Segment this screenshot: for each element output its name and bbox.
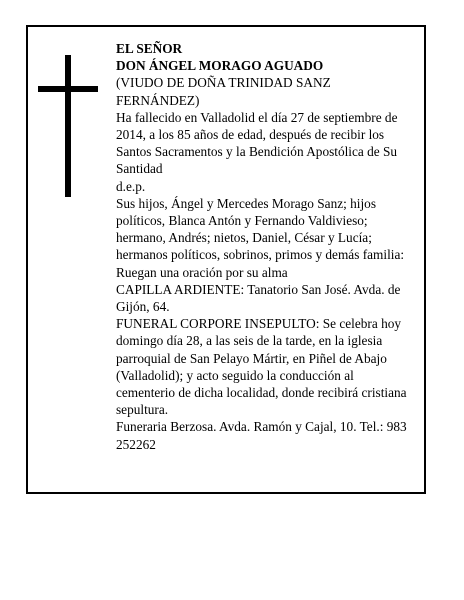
widower-line: (VIUDO DE DOÑA TRINIDAD SANZ FERNÁNDEZ) [116, 75, 331, 108]
obituary-notice [26, 25, 426, 494]
prayer-request: Ruegan una oración por su alma [116, 264, 288, 280]
funeral-info: FUNERAL CORPORE INSEPULTO: Se celebra hoy domingo día 28, a las seis de la tarde, en la iglesia parroquial de San Pelayo Mártir, en Piñel de Abajo (Valladolid); y acto seguido la conducción al cementerio de dicha localidad, donde recibirá cristiana sepultura. [116, 316, 407, 418]
obituary-text [116, 40, 416, 453]
dep-abbreviation: d.e.p. [116, 178, 146, 194]
cross-horizontal-bar [38, 86, 98, 92]
cross-icon [38, 55, 98, 197]
chapel-info: CAPILLA ARDIENTE: Tanatorio San José. Avda. de Gijón, 64. [116, 281, 401, 315]
family-paragraph: Sus hijos, Ángel y Mercedes Morago Sanz; hijos políticos, Blanca Antón y Fernando Valdivieso; hermano, Andrés; nietos, Daniel, César y Lucía; hermanos políticos, sobrinos, primos y demás familia: [116, 195, 405, 263]
funeral-home-info: Funeraria Berzosa. Avda. Ramón y Cajal, 10. Tel.: 983 252262 [116, 419, 407, 452]
cross-vertical-bar [65, 55, 71, 197]
deceased-name: DON ÁNGEL MORAGO AGUADO [116, 58, 324, 74]
death-paragraph: Ha fallecido en Valladolid el día 27 de septiembre de 2014, a los 85 años de edad, después de recibir los Santos Sacramentos y la Bendición Apostólica de Su Santidad [116, 109, 398, 177]
heading-title: EL SEÑOR [116, 41, 183, 56]
